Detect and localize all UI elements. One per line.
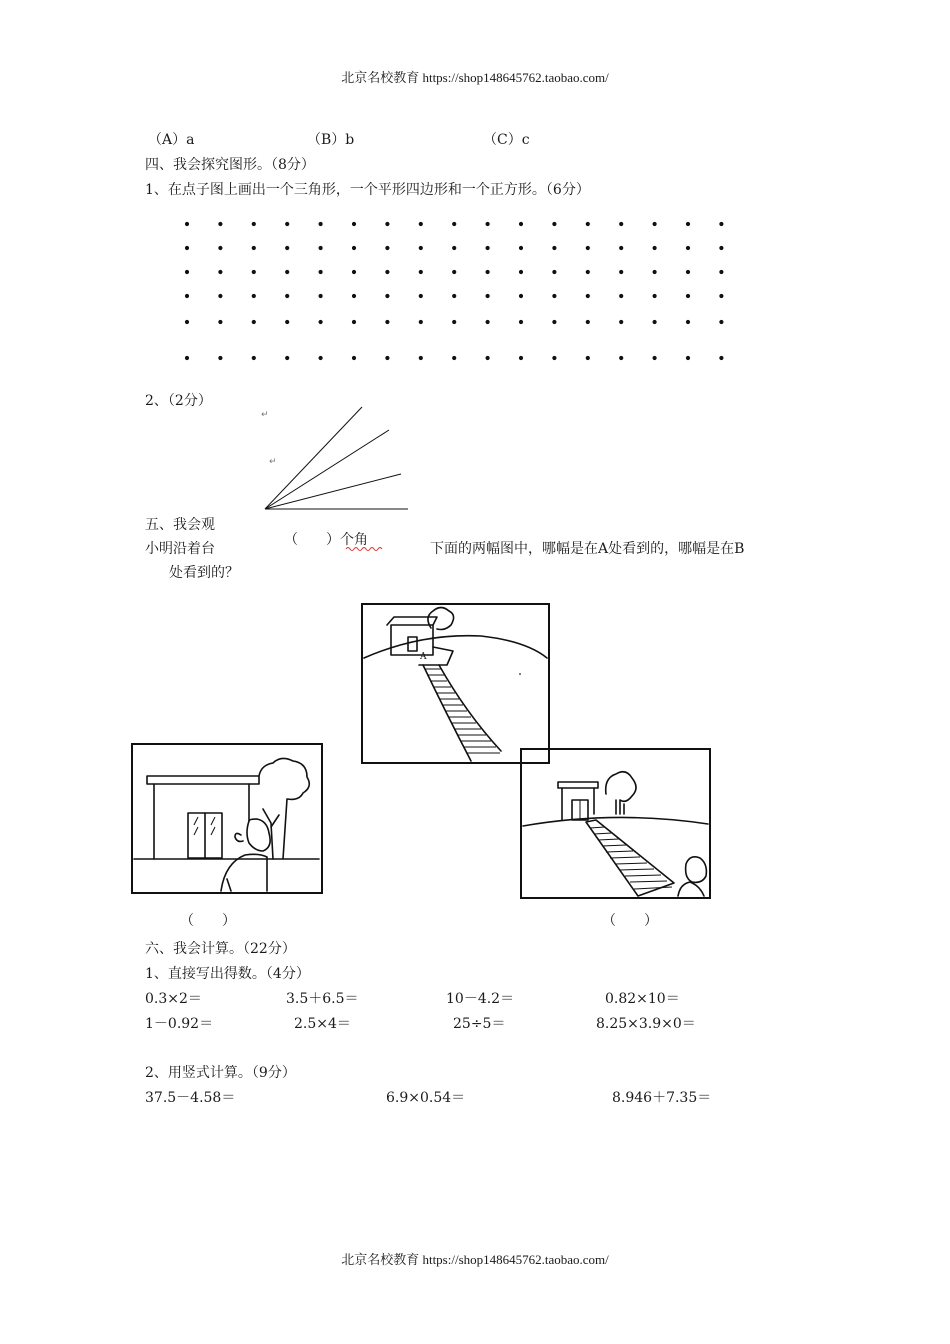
grid-dot[interactable] xyxy=(653,320,657,324)
grid-dot[interactable] xyxy=(619,222,623,226)
grid-dot[interactable] xyxy=(619,270,623,274)
option-c: （C）c xyxy=(483,132,530,148)
option-b: （B）b xyxy=(307,132,355,148)
view-at-bottom-picture xyxy=(520,748,712,900)
grid-dot[interactable] xyxy=(686,270,690,274)
grid-dot[interactable] xyxy=(519,222,523,226)
calc-item: 0.82×10＝ xyxy=(605,991,680,1007)
grid-dot[interactable] xyxy=(385,246,389,250)
grid-dot[interactable] xyxy=(385,222,389,226)
grid-dot[interactable] xyxy=(719,294,723,298)
grid-dot[interactable] xyxy=(486,222,490,226)
vertical-calc-item: 8.946＋7.35＝ xyxy=(612,1090,712,1106)
grid-dot[interactable] xyxy=(452,294,456,298)
grid-dot[interactable] xyxy=(185,294,189,298)
grid-dot[interactable] xyxy=(419,320,423,324)
page-header: 北京名校教育 https://shop148645762.taobao.com/ xyxy=(341,70,609,85)
grid-dot[interactable] xyxy=(552,356,556,360)
grid-dot[interactable] xyxy=(486,320,490,324)
grid-dot[interactable] xyxy=(352,294,356,298)
grid-dot[interactable] xyxy=(419,356,423,360)
page-footer: 北京名校教育 https://shop148645762.taobao.com/ xyxy=(341,1252,609,1267)
grid-dot[interactable] xyxy=(686,294,690,298)
grid-dot[interactable] xyxy=(252,356,256,360)
grid-dot[interactable] xyxy=(185,356,189,360)
grid-dot[interactable] xyxy=(352,246,356,250)
grid-dot[interactable] xyxy=(352,356,356,360)
grid-dot[interactable] xyxy=(719,246,723,250)
section5-line2: 处看到的？ xyxy=(169,565,239,581)
grid-dot[interactable] xyxy=(285,246,289,250)
calc-item: 8.25×3.9×0＝ xyxy=(596,1016,696,1032)
grid-dot[interactable] xyxy=(719,320,723,324)
grid-dot[interactable] xyxy=(319,320,323,324)
grid-dot[interactable] xyxy=(252,222,256,226)
section5-line1-end: 下面的两幅图中，哪幅是在A处看到的，哪幅是在B xyxy=(430,541,745,557)
grid-dot[interactable] xyxy=(719,222,723,226)
grid-dot[interactable] xyxy=(586,222,590,226)
grid-dot[interactable] xyxy=(519,294,523,298)
grid-dot[interactable] xyxy=(486,246,490,250)
calc-item: 1－0.92＝ xyxy=(145,1016,214,1032)
grid-dot[interactable] xyxy=(218,356,222,360)
grid-dot[interactable] xyxy=(719,356,723,360)
grid-dot[interactable] xyxy=(419,222,423,226)
return-mark: ↵ xyxy=(269,457,277,467)
calc-item: 2.5×4＝ xyxy=(294,1016,351,1032)
grid-dot[interactable] xyxy=(385,270,389,274)
grid-dot[interactable] xyxy=(486,270,490,274)
grid-dot[interactable] xyxy=(719,270,723,274)
grid-dot[interactable] xyxy=(419,270,423,274)
grid-dot[interactable] xyxy=(185,270,189,274)
grid-dot[interactable] xyxy=(352,270,356,274)
grid-dot[interactable] xyxy=(319,356,323,360)
grid-dot[interactable] xyxy=(185,320,189,324)
grid-dot[interactable] xyxy=(185,246,189,250)
grid-dot[interactable] xyxy=(552,270,556,274)
grid-dot[interactable] xyxy=(653,356,657,360)
return-mark: ↵ xyxy=(261,410,269,420)
grid-dot[interactable] xyxy=(285,356,289,360)
grid-dot[interactable] xyxy=(619,356,623,360)
grid-dot[interactable] xyxy=(653,294,657,298)
stairs-hill-picture xyxy=(361,603,551,765)
grid-dot[interactable] xyxy=(285,320,289,324)
grid-dot[interactable] xyxy=(586,270,590,274)
grid-dot[interactable] xyxy=(252,320,256,324)
option-a: （A）a xyxy=(148,132,195,148)
grid-dot[interactable] xyxy=(519,270,523,274)
grid-dot[interactable] xyxy=(586,294,590,298)
section6-title: 六、我会计算。（22分） xyxy=(145,941,296,957)
grid-dot[interactable] xyxy=(218,222,222,226)
grid-dot[interactable] xyxy=(252,294,256,298)
grid-dot[interactable] xyxy=(452,246,456,250)
grid-dot[interactable] xyxy=(252,246,256,250)
section4-q1: 1、在点子图上画出一个三角形，一个平形四边形和一个正方形。（6分） xyxy=(145,182,590,198)
grid-dot[interactable] xyxy=(218,320,222,324)
grid-dot[interactable] xyxy=(218,270,222,274)
grid-dot[interactable] xyxy=(686,356,690,360)
grid-dot[interactable] xyxy=(319,294,323,298)
grid-dot[interactable] xyxy=(653,270,657,274)
grid-dot[interactable] xyxy=(352,222,356,226)
calc-item: 25÷5＝ xyxy=(453,1016,506,1032)
grid-dot[interactable] xyxy=(352,320,356,324)
angle-answer-blank: （ ）个角 xyxy=(282,529,370,549)
grid-dot[interactable] xyxy=(285,294,289,298)
grid-dot[interactable] xyxy=(185,222,189,226)
grid-dot[interactable] xyxy=(586,356,590,360)
grid-dot[interactable] xyxy=(419,246,423,250)
vertical-calc-item: 37.5－4.58＝ xyxy=(145,1090,236,1106)
grid-dot[interactable] xyxy=(452,356,456,360)
grid-dot[interactable] xyxy=(452,270,456,274)
answer-blank-left[interactable]: （ ） xyxy=(180,913,236,929)
grid-dot[interactable] xyxy=(653,222,657,226)
grid-dot[interactable] xyxy=(385,294,389,298)
grid-dot[interactable] xyxy=(486,294,490,298)
grid-dot[interactable] xyxy=(619,246,623,250)
grid-dot[interactable] xyxy=(218,294,222,298)
grid-dot[interactable] xyxy=(552,246,556,250)
section5-line1-start: 小明沿着台 xyxy=(145,541,215,557)
section6-q1: 1、直接写出得数。（4分） xyxy=(145,966,310,982)
grid-dot[interactable] xyxy=(519,246,523,250)
grid-dot[interactable] xyxy=(619,320,623,324)
section4-q2: 2、（2分） xyxy=(145,393,212,409)
grid-dot[interactable] xyxy=(452,320,456,324)
dot-grid[interactable] xyxy=(175,212,735,372)
calc-item: 10－4.2＝ xyxy=(446,991,515,1007)
section5-title: 五、我会观 xyxy=(145,517,215,533)
grid-dot[interactable] xyxy=(686,320,690,324)
view-at-top-picture xyxy=(131,743,323,895)
grid-dot[interactable] xyxy=(519,356,523,360)
grid-dot[interactable] xyxy=(452,222,456,226)
grid-dot[interactable] xyxy=(385,356,389,360)
grid-dot[interactable] xyxy=(486,356,490,360)
grid-dot[interactable] xyxy=(552,294,556,298)
grid-dot[interactable] xyxy=(686,222,690,226)
spellcheck-underline xyxy=(346,546,386,552)
calc-item: 3.5＋6.5＝ xyxy=(286,991,359,1007)
grid-dot[interactable] xyxy=(285,222,289,226)
grid-dot[interactable] xyxy=(619,294,623,298)
grid-dot[interactable] xyxy=(586,246,590,250)
grid-dot[interactable] xyxy=(686,246,690,250)
grid-dot[interactable] xyxy=(552,320,556,324)
grid-dot[interactable] xyxy=(552,222,556,226)
grid-dot[interactable] xyxy=(519,320,523,324)
calc-item: 0.3×2＝ xyxy=(145,991,202,1007)
vertical-calc-item: 6.9×0.54＝ xyxy=(386,1090,466,1106)
section4-title: 四、我会探究图形。（8分） xyxy=(145,157,315,173)
grid-dot[interactable] xyxy=(385,320,389,324)
grid-dot[interactable] xyxy=(653,246,657,250)
grid-dot[interactable] xyxy=(319,270,323,274)
angle-figure xyxy=(258,400,418,520)
section6-q2: 2、用竖式计算。（9分） xyxy=(145,1065,296,1081)
grid-dot[interactable] xyxy=(319,222,323,226)
grid-dot[interactable] xyxy=(419,294,423,298)
grid-dot[interactable] xyxy=(252,270,256,274)
answer-blank-right[interactable]: （ ） xyxy=(602,913,658,929)
point-label-a: A xyxy=(420,652,427,662)
grid-dot[interactable] xyxy=(319,246,323,250)
grid-dot[interactable] xyxy=(586,320,590,324)
grid-dot[interactable] xyxy=(218,246,222,250)
grid-dot[interactable] xyxy=(285,270,289,274)
